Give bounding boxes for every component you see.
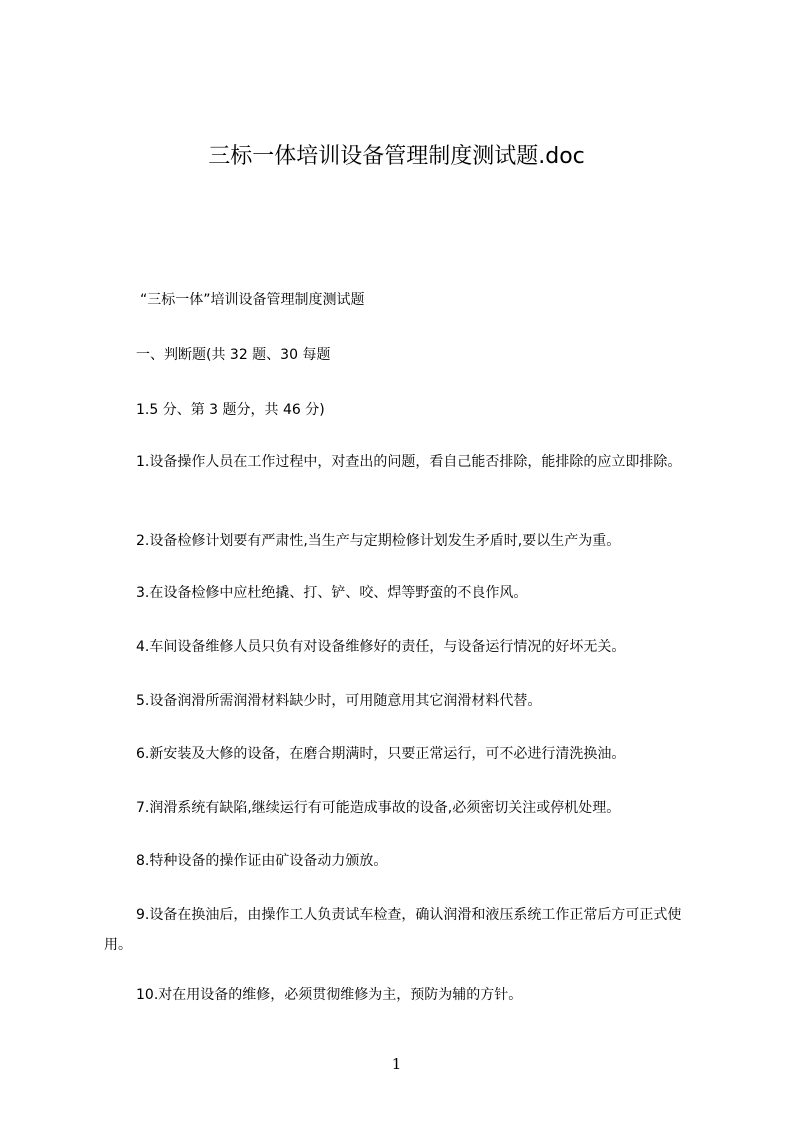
question-item: 2.设备检修计划要有严肃性,当生产与定期检修计划发生矛盾时,要以生产为重。 <box>136 533 621 549</box>
question-item: 3.在设备检修中应杜绝撬、打、铲、咬、焊等野蛮的不良作风。 <box>136 585 528 601</box>
question-item: 5.设备润滑所需润滑材料缺少时，可用随意用其它润滑材料代替。 <box>136 693 542 709</box>
question-item: 8.特种设备的操作证由矿设备动力颁放。 <box>136 853 388 869</box>
question-item: 1.设备操作人员在工作过程中，对查出的问题，看自己能否排除，能排除的应立即排除。 <box>136 454 682 470</box>
question-item: 9.设备在换油后，由操作工人负责试车检查，确认润滑和液压系统工作正常后方可正式使用。 <box>104 907 682 953</box>
document-title: 三标一体培训设备管理制度测试题.doc <box>208 144 585 169</box>
scoring-note: 1.5 分、第 3 题分，共 46 分) <box>136 402 325 418</box>
question-item: 4.车间设备维修人员只负有对设备维修好的责任，与设备运行情况的好坏无关。 <box>136 639 626 655</box>
section-heading: 一、判断题(共 32 题、30 每题 <box>136 347 331 363</box>
page-number: 1 <box>391 1055 402 1073</box>
question-item: 7.润滑系统有缺陷,继续运行有可能造成事故的设备,必须密切关注或停机处理。 <box>136 800 621 816</box>
quiz-heading: “三标一体”培训设备管理制度测试题 <box>140 292 365 308</box>
question-item: 6.新安装及大修的设备，在磨合期满时，只要正常运行，可不必进行清洗换油。 <box>136 746 626 762</box>
question-item: 10.对在用设备的维修，必须贯彻维修为主，预防为辅的方针。 <box>136 987 523 1003</box>
